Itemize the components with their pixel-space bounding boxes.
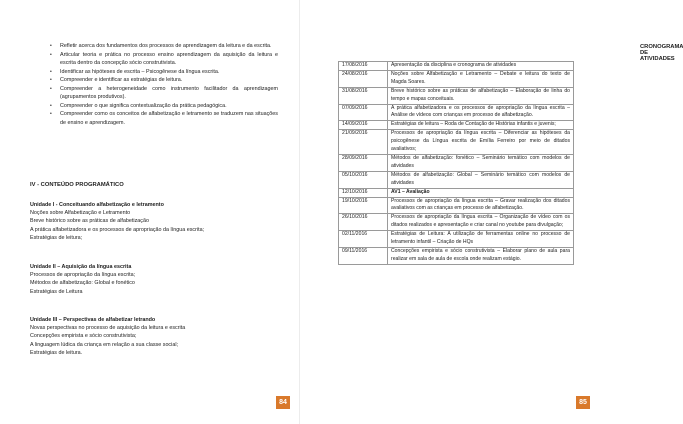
unit-line: Novas perspectivas no processo de aquisição da leitura e escrita bbox=[30, 325, 186, 331]
schedule-title: CRONOGRAMA DE ATIVIDADES bbox=[640, 44, 683, 62]
objective-item bbox=[48, 51, 278, 68]
objective-item bbox=[48, 76, 278, 85]
schedule-date: 02/11/2016 bbox=[339, 231, 388, 248]
unit-line: A prática alfabetizadora e os processos de apropriação da língua escrita; bbox=[30, 226, 205, 233]
unit-line: Processos de apropriação da língua escrita; bbox=[30, 272, 136, 278]
schedule-date: 24/08/2016 bbox=[339, 70, 388, 87]
table-row bbox=[339, 231, 574, 248]
objective-text: Compreender como os conceitos de alfabetização e letramento se traduzem nas situações de ensino e aprendizagem. bbox=[60, 111, 278, 126]
schedule-activity: Apresentação da disciplina e cronograma de atividades bbox=[388, 62, 574, 71]
schedule-activity: Estratégias de Leitura: A utilização de ferramentas online no processo de letramento infantil – Criação de HQs bbox=[388, 231, 574, 248]
bullet-icon: • bbox=[50, 77, 52, 83]
table-row bbox=[339, 121, 574, 130]
bullet-icon: • bbox=[50, 51, 52, 58]
schedule-date: 14/09/2016 bbox=[339, 121, 388, 130]
schedule-activity: Concepções empirista e sócio construtivista – Elaborar plano de aula para realizar em sala de aula de escola onde realizam estágio. bbox=[388, 247, 574, 264]
unit-line: Métodos de alfabetização: Global e fonético bbox=[30, 280, 135, 287]
objective-item bbox=[48, 85, 278, 102]
schedule-date: 19/10/2016 bbox=[339, 197, 388, 214]
section-title: IV - CONTEÚDO PROGRAMÁTICO bbox=[30, 182, 124, 188]
schedule-date: 17/08/2016 bbox=[339, 62, 388, 71]
schedule-table bbox=[338, 61, 574, 265]
table-row bbox=[339, 104, 574, 121]
unit-line: A linguagem lúdica da criança em relação a sua classe social; bbox=[30, 341, 179, 348]
schedule-activity: AV1 – Avaliação bbox=[388, 188, 574, 197]
table-row bbox=[339, 154, 574, 171]
table-row bbox=[339, 70, 574, 87]
objective-item bbox=[48, 102, 278, 111]
objective-item bbox=[48, 42, 278, 51]
table-row bbox=[339, 247, 574, 264]
unit-2 bbox=[30, 263, 270, 296]
schedule-activity: Métodos de alfabetização: Global – Seminário temático com modelos de atividades bbox=[388, 171, 574, 188]
objective-text: Articular teoria e prática no processo ensino aprendizagem da aquisição da leitura e escrita dentro da concepção sócio construtivista. bbox=[60, 51, 278, 66]
schedule-activity: Processos de apropriação da língua escrita – Diferenciar as hipóteses da psicogênese da Língua escrita de Emília Ferreiro por meio de ditados avaliativos; bbox=[388, 130, 574, 155]
objective-text: Compreender o que significa contextualização da prática pedagógica. bbox=[60, 102, 227, 109]
table-row bbox=[339, 188, 574, 197]
schedule-date: 07/09/2016 bbox=[339, 104, 388, 121]
table-row bbox=[339, 171, 574, 188]
unit-line: Estratégias de leitura; bbox=[30, 234, 83, 241]
unit-title: Unidade II – Aquisição da língua escrita bbox=[30, 264, 132, 270]
schedule-date: 28/09/2016 bbox=[339, 154, 388, 171]
page-number: 85 bbox=[576, 396, 590, 409]
unit-title: Unidade I - Conceituando alfabetização e letramento bbox=[30, 202, 164, 208]
unit-line: Concepções empirista e sócio construtivista; bbox=[30, 333, 137, 340]
unit-line: Estratégias de Leitura bbox=[30, 288, 83, 295]
bullet-icon: • bbox=[50, 85, 52, 92]
schedule-activity: Breve histórico sobre as práticas de alfabetização – Elaboração de linha do tempo e mapas conceituais. bbox=[388, 87, 574, 104]
schedule-activity: Noções sobre Alfabetização e Letramento – Debate e leitura do texto de Magda Soares. bbox=[388, 70, 574, 87]
objective-text: Compreender e identificar as estratégias de leitura. bbox=[60, 77, 183, 83]
page-number: 84 bbox=[276, 396, 290, 409]
schedule-date: 05/10/2016 bbox=[339, 171, 388, 188]
schedule-activity: A prática alfabetizadora e os processos de apropriação da língua escrita – Análise de vídeos com crianças em processo de alfabetização. bbox=[388, 104, 574, 121]
objective-item bbox=[48, 68, 278, 77]
schedule-date: 26/10/2016 bbox=[339, 214, 388, 231]
unit-line: Breve histórico sobre as práticas de alfabetização bbox=[30, 218, 149, 225]
left-page bbox=[0, 0, 300, 424]
bullet-icon: • bbox=[50, 68, 52, 75]
objective-text: Refletir acerca dos fundamentos dos processos de aprendizagem da leitura e da escrita. bbox=[60, 43, 272, 49]
bullet-icon: • bbox=[50, 43, 52, 49]
table-row bbox=[339, 62, 574, 71]
objective-text: Identificar as hipóteses de escrita – Psicogênese da língua escrita. bbox=[60, 68, 220, 75]
bullet-icon: • bbox=[50, 102, 52, 109]
objective-text: Compreender a heterogeneidade como instrumento facilitador da aprendizagem (agrupamentos produtivos). bbox=[60, 85, 278, 100]
schedule-date: 12/10/2016 bbox=[339, 188, 388, 197]
schedule-date: 09/11/2016 bbox=[339, 247, 388, 264]
table-row bbox=[339, 197, 574, 214]
schedule-date: 31/08/2016 bbox=[339, 87, 388, 104]
objectives-list bbox=[48, 42, 278, 127]
schedule-activity: Processos de apropriação da língua escrita – Gravar realização dos ditados avaliativos com as crianças em processo de alfabetização. bbox=[388, 197, 574, 214]
schedule-date: 21/09/2016 bbox=[339, 130, 388, 155]
schedule-activity: Processos de apropriação da língua escrita – Organização de vídeo com os ditados realizados e apresentação e criar canal no youtube para divulgação; bbox=[388, 214, 574, 231]
table-row bbox=[339, 214, 574, 231]
unit-1 bbox=[30, 201, 270, 242]
schedule-activity: Estratégias de leitura – Roda de Contação de Histórias infantis e juvenis; bbox=[388, 121, 574, 130]
schedule-activity: Métodos de alfabetização: fonético – Seminário temático com modelos de atividades bbox=[388, 154, 574, 171]
unit-line: Noções sobre Alfabetização e Letramento bbox=[30, 210, 131, 216]
unit-line: Estratégias de leitura. bbox=[30, 349, 83, 356]
table-row bbox=[339, 87, 574, 104]
table-row bbox=[339, 130, 574, 155]
bullet-icon: • bbox=[50, 111, 52, 117]
objective-item bbox=[48, 110, 278, 127]
unit-title: Unidade III – Perspectivas de alfabetizar letrando bbox=[30, 317, 156, 323]
unit-3 bbox=[30, 316, 270, 357]
